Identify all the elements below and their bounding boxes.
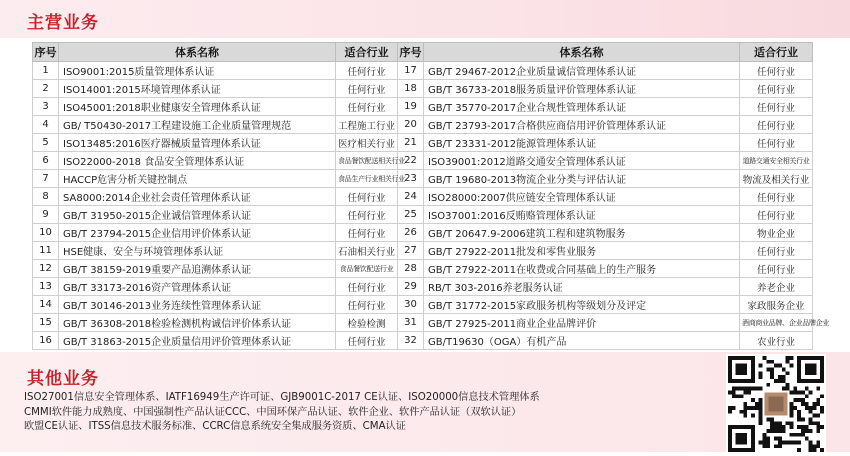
system-name: GB/T 31772-2015家政服务机构等级划分及评定 xyxy=(424,296,740,314)
system-name: GB/T 29467-2012企业质量诚信管理体系认证 xyxy=(424,62,740,80)
industry: 物业企业 xyxy=(740,224,813,242)
system-name: ISO9001:2015质量管理体系认证 xyxy=(59,62,336,80)
system-name: ISO28000:2007供应链安全管理体系认证 xyxy=(424,188,740,206)
industry: 家政服务企业 xyxy=(740,296,813,314)
row-number: 10 xyxy=(33,224,59,242)
industry: 任何行业 xyxy=(740,188,813,206)
industry: 医疗相关行业 xyxy=(336,134,398,152)
row-number: 16 xyxy=(33,332,59,350)
row-number: 5 xyxy=(33,134,59,152)
other-line: ISO27001信息安全管理体系、IATF16949生产许可证、GJB9001C-2017 CE认证、ISO20000信息技术管理体系 xyxy=(24,392,540,403)
system-name: GB/T 23331-2012能源管理体系认证 xyxy=(424,134,740,152)
certification-table-wrap xyxy=(32,42,830,352)
table-header-row xyxy=(33,43,813,62)
table-row xyxy=(33,314,813,332)
row-number: 14 xyxy=(33,296,59,314)
header-band xyxy=(0,0,850,38)
industry: 任何行业 xyxy=(336,206,398,224)
row-number: 1 xyxy=(33,62,59,80)
system-name: ISO14001:2015环境管理体系认证 xyxy=(59,80,336,98)
row-number: 4 xyxy=(33,116,59,134)
industry: 食品餐饮配送相关行业 xyxy=(336,152,398,170)
col-header-no: 序号 xyxy=(33,43,59,62)
system-name: GB/T 31950-2015企业诚信管理体系认证 xyxy=(59,206,336,224)
industry: 任何行业 xyxy=(740,242,813,260)
industry: 任何行业 xyxy=(740,116,813,134)
system-name: GB/T 35770-2017企业合规性管理体系认证 xyxy=(424,98,740,116)
row-number: 15 xyxy=(33,314,59,332)
row-number: 3 xyxy=(33,98,59,116)
other-line: 欧盟CE认证、ITSS信息技术服务标准、CCRC信息系统安全集成服务资质、CMA认证 xyxy=(24,421,406,432)
row-number: 21 xyxy=(398,134,424,152)
industry: 任何行业 xyxy=(740,62,813,80)
row-number: 28 xyxy=(398,260,424,278)
industry: 任何行业 xyxy=(336,98,398,116)
industry: 农业行业 xyxy=(740,332,813,350)
industry: 任何行业 xyxy=(740,206,813,224)
system-name: GB/T 30146-2013业务连续性管理体系认证 xyxy=(59,296,336,314)
col-header-name: 体系名称 xyxy=(424,43,740,62)
system-name: GB/T 27922-2011批发和零售业服务 xyxy=(424,242,740,260)
industry: 检验检测 xyxy=(336,314,398,332)
other-business-title: 其他业务 xyxy=(27,369,99,389)
system-name: GB/T 20647.9-2006建筑工程和建筑物服务 xyxy=(424,224,740,242)
row-number: 22 xyxy=(398,152,424,170)
table-row xyxy=(33,260,813,278)
row-number: 6 xyxy=(33,152,59,170)
col-header-name: 体系名称 xyxy=(59,43,336,62)
row-number: 12 xyxy=(33,260,59,278)
system-name: HSE健康、安全与环境管理体系认证 xyxy=(59,242,336,260)
row-number: 32 xyxy=(398,332,424,350)
industry: 道路交通安全相关行业 xyxy=(740,152,813,170)
system-name: HACCP危害分析关键控制点 xyxy=(59,170,336,188)
industry: 食品餐饮配送行业 xyxy=(336,260,398,278)
table-row xyxy=(33,206,813,224)
industry: 任何行业 xyxy=(336,278,398,296)
row-number: 11 xyxy=(33,242,59,260)
row-number: 23 xyxy=(398,170,424,188)
system-name: GB/ T50430-2017工程建设施工企业质量管理规范 xyxy=(59,116,336,134)
row-number: 24 xyxy=(398,188,424,206)
system-name: ISO37001:2016反贿赂管理体系认证 xyxy=(424,206,740,224)
industry: 石油相关行业 xyxy=(336,242,398,260)
table-row xyxy=(33,152,813,170)
main-business-title: 主营业务 xyxy=(27,13,99,33)
system-name: ISO45001:2018职业健康安全管理体系认证 xyxy=(59,98,336,116)
industry: 食品生产行业相关行业 xyxy=(336,170,398,188)
system-name: GB/T19630（OGA）有机产品 xyxy=(424,332,740,350)
system-name: GB/T 31863-2015企业质量信用评价管理体系认证 xyxy=(59,332,336,350)
row-number: 8 xyxy=(33,188,59,206)
industry: 工程施工行业 xyxy=(336,116,398,134)
industry: 养老企业 xyxy=(740,278,813,296)
table-row xyxy=(33,278,813,296)
industry: 任何行业 xyxy=(740,260,813,278)
other-business-text xyxy=(24,391,704,435)
row-number: 19 xyxy=(398,98,424,116)
system-name: GB/T 38159-2019重要产品追溯体系认证 xyxy=(59,260,336,278)
system-name: GB/T 33173-2016资产管理体系认证 xyxy=(59,278,336,296)
system-name: GB/T 36733-2018服务质量评价管理体系认证 xyxy=(424,80,740,98)
col-header-no: 序号 xyxy=(398,43,424,62)
system-name: RB/T 303-2016养老服务认证 xyxy=(424,278,740,296)
industry: 任何行业 xyxy=(740,134,813,152)
table-row xyxy=(33,224,813,242)
col-header-industry: 适合行业 xyxy=(740,43,813,62)
system-name: GB/T 23793-2017合格供应商信用评价管理体系认证 xyxy=(424,116,740,134)
industry: 任何行业 xyxy=(336,80,398,98)
industry: 任何行业 xyxy=(336,224,398,242)
industry: 任何行业 xyxy=(740,98,813,116)
row-number: 17 xyxy=(398,62,424,80)
table-row xyxy=(33,188,813,206)
table-row xyxy=(33,80,813,98)
table-row xyxy=(33,98,813,116)
row-number: 30 xyxy=(398,296,424,314)
industry: 任何行业 xyxy=(336,332,398,350)
certification-table xyxy=(32,42,830,350)
system-name: GB/T 19680-2013物流企业分类与评估认证 xyxy=(424,170,740,188)
row-number: 2 xyxy=(33,80,59,98)
system-name: ISO39001:2012道路交通安全管理体系认证 xyxy=(424,152,740,170)
row-number: 9 xyxy=(33,206,59,224)
industry: 任何行业 xyxy=(740,80,813,98)
system-name: SA8000:2014企业社会责任管理体系认证 xyxy=(59,188,336,206)
table-row xyxy=(33,62,813,80)
industry: 酒商商业品牌、企业品牌企业 xyxy=(740,314,813,332)
row-number: 26 xyxy=(398,224,424,242)
table-row xyxy=(33,242,813,260)
row-number: 20 xyxy=(398,116,424,134)
row-number: 18 xyxy=(398,80,424,98)
table-row xyxy=(33,170,813,188)
row-number: 7 xyxy=(33,170,59,188)
row-number: 13 xyxy=(33,278,59,296)
industry: 任何行业 xyxy=(336,188,398,206)
table-row xyxy=(33,134,813,152)
table-row xyxy=(33,332,813,350)
row-number: 29 xyxy=(398,278,424,296)
col-header-industry: 适合行业 xyxy=(336,43,398,62)
qr-code-icon xyxy=(726,354,826,454)
row-number: 27 xyxy=(398,242,424,260)
industry: 物流及相关行业 xyxy=(740,170,813,188)
industry: 任何行业 xyxy=(336,62,398,80)
other-line: CMMI软件能力成熟度、中国强制性产品认证CCC、中国环保产品认证、软件企业、软件产品认证（双软认证） xyxy=(24,406,522,418)
system-name: ISO13485:2016医疗器械质量管理体系认证 xyxy=(59,134,336,152)
table-row xyxy=(33,296,813,314)
system-name: GB/T 27922-2011在收费或合同基础上的生产服务 xyxy=(424,260,740,278)
system-name: ISO22000-2018 食品安全管理体系认证 xyxy=(59,152,336,170)
row-number: 25 xyxy=(398,206,424,224)
industry: 任何行业 xyxy=(336,296,398,314)
system-name: GB/T 36308-2018检验检测机构诚信评价体系认证 xyxy=(59,314,336,332)
row-number: 31 xyxy=(398,314,424,332)
table-body xyxy=(33,62,830,350)
system-name: GB/T 27925-2011商业企业品牌评价 xyxy=(424,314,740,332)
table-row xyxy=(33,116,813,134)
system-name: GB/T 23794-2015企业信用评价体系认证 xyxy=(59,224,336,242)
